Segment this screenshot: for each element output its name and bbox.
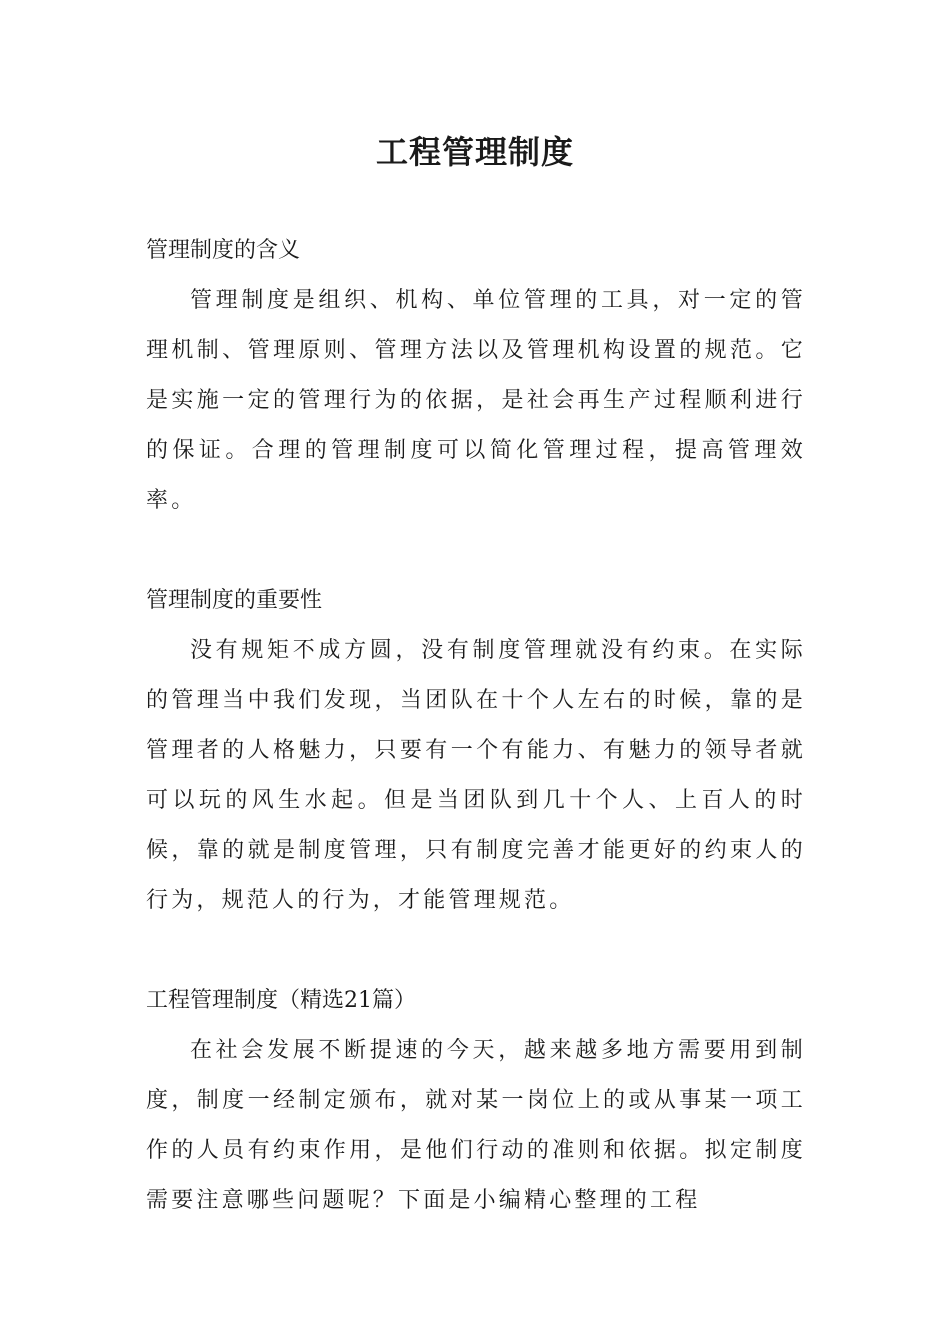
section-heading-importance: 管理制度的重要性 <box>146 588 323 613</box>
section-paragraph-importance: 没有规矩不成方圆，没有制度管理就没有约束。在实际的管理当中我们发现，当团队在十个人左右的时候，靠的是管理者的人格魅力，只要有一个有能力、有魅力的领导者就可以玩的风生水起。但是当团队到几十个人、上百人的时候，靠的就是制度管理，只有制度完善才能更好的约束人的行为，规范人的行为，才能管理规范。 <box>146 638 806 913</box>
document-title: 工程管理制度 <box>375 133 574 171</box>
section-spacer <box>146 526 806 576</box>
section-spacer <box>146 926 806 976</box>
section-heading-meaning: 管理制度的含义 <box>146 238 301 263</box>
section-paragraph-selection: 在社会发展不断提速的今天，越来越多地方需要用到制度，制度一经制定颁布，就对某一岗位上的或从事某一项工作的人员有约束作用，是他们行动的准则和依据。拟定制度需要注意哪些问题呢？下面是小编精心整理的工程 <box>146 1038 806 1213</box>
document-body <box>146 226 806 1226</box>
section-paragraph-meaning: 管理制度是组织、机构、单位管理的工具，对一定的管理机制、管理原则、管理方法以及管理机构设置的规范。它是实施一定的管理行为的依据，是社会再生产过程顺利进行的保证。合理的管理制度可以简化管理过程，提高管理效率。 <box>146 288 806 513</box>
section-heading-selection: 工程管理制度（精选21篇） <box>146 988 416 1013</box>
